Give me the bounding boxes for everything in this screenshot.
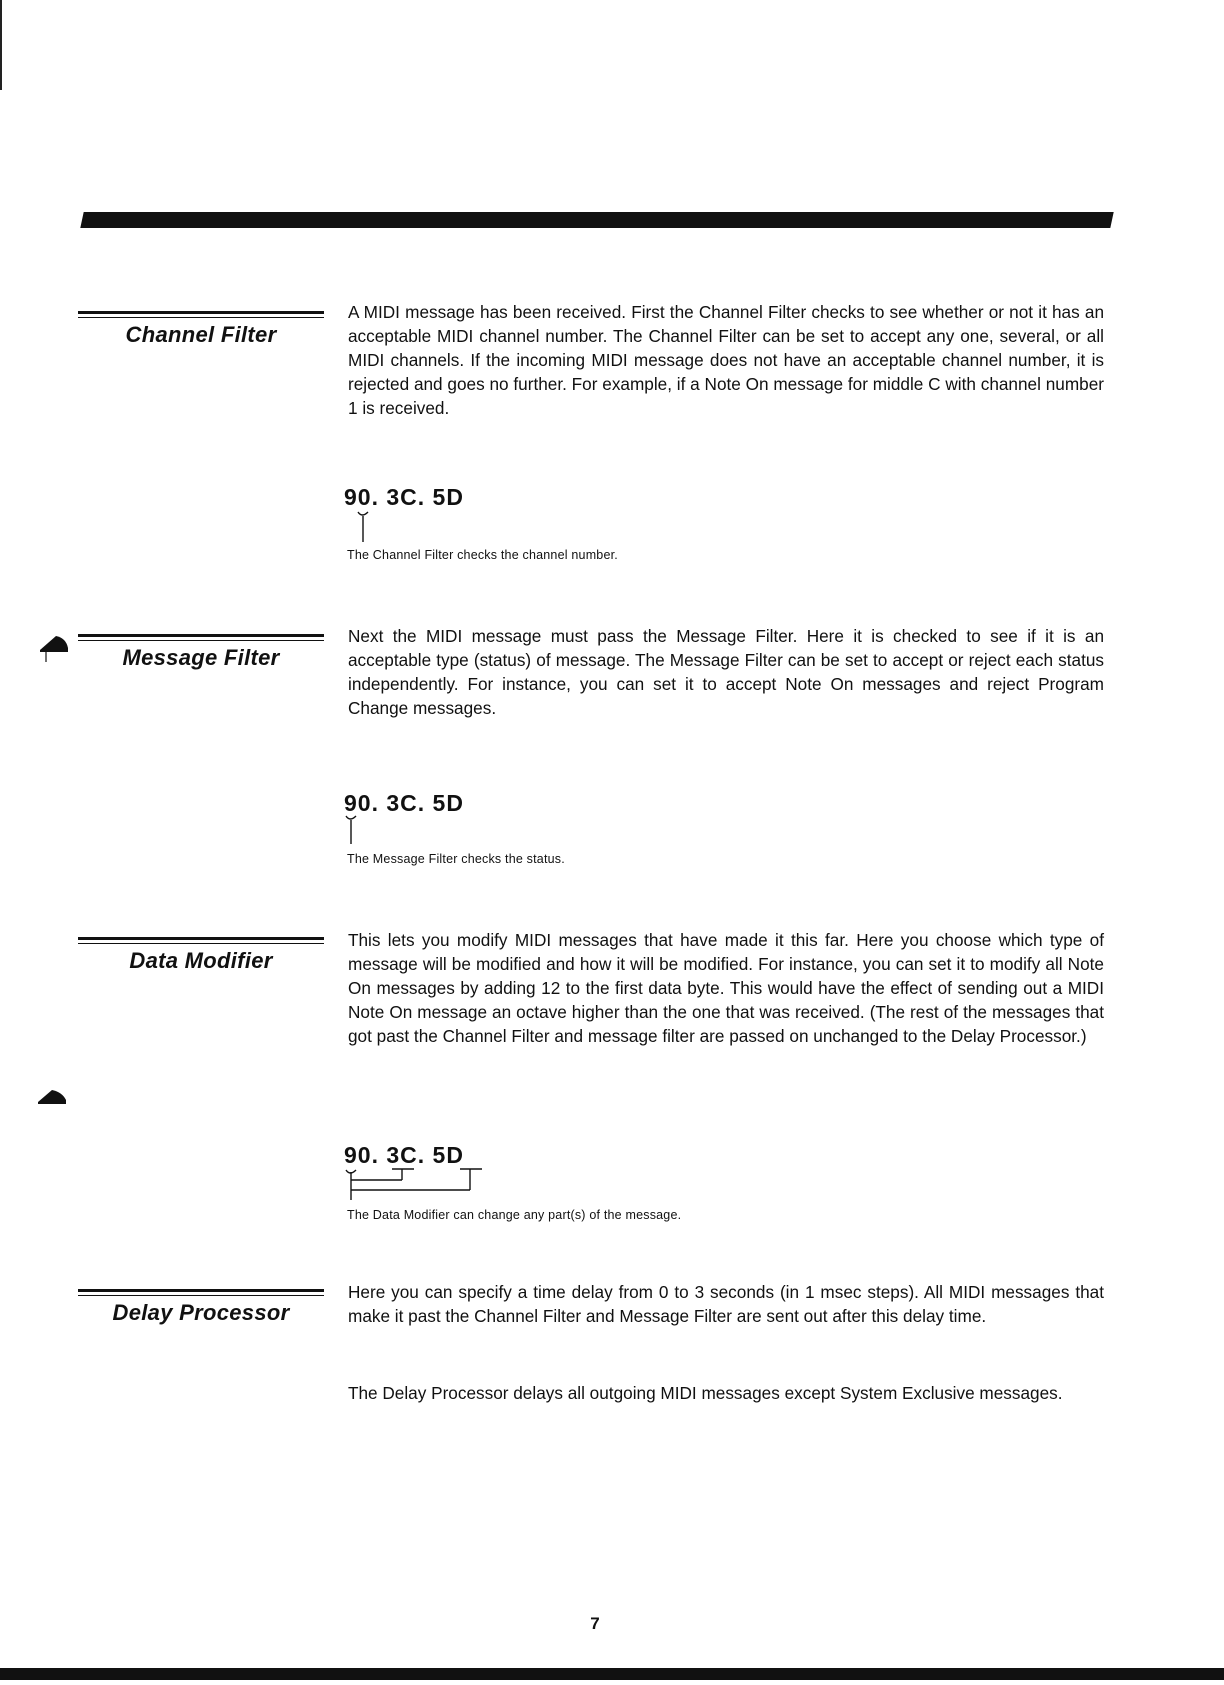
channel-pointer-diagram: [350, 508, 380, 548]
data-modifier-text: This lets you modify MIDI messages that have made it this far. Here you choose which type of message will be modified and how it will be modified. For instance, you can set it to modify all Note On messages by adding 12 to the first data byte. This would have the effect of sending out a MIDI Note On message an octave higher than the one that was received. (The rest of the messages that got past the Channel Filter and message filter are passed on unchanged to the Delay Processor.): [348, 930, 1104, 1046]
data-pointer-diagram: [342, 1166, 492, 1206]
scan-edge-mark: [0, 0, 2, 90]
heading-channel-filter: Channel Filter: [125, 322, 277, 347]
page-number: 7: [590, 1614, 600, 1633]
heading-message-filter: Message Filter: [122, 645, 280, 670]
heading-rule-thin: [78, 640, 324, 641]
channel-filter-text: A MIDI message has been received. First the Channel Filter checks to see whether or not it has an acceptable MIDI channel number. The Channel Filter can be set to accept any one, several, or all MIDI channels. If the incoming MIDI message does not have an acceptable channel number, it is rejected and goes no further. For example, if a Note On message for middle C with channel number 1 is received.: [348, 302, 1104, 418]
heading-rule: [78, 311, 324, 314]
delay-processor-text-2: The Delay Processor delays all outgoing MIDI messages except System Exclusive messages.: [348, 1383, 1063, 1403]
status-pointer-diagram: [342, 812, 372, 852]
heading-rule-thin: [78, 943, 324, 944]
footer-bar: [0, 1668, 1224, 1680]
heading-rule: [78, 937, 324, 940]
message-filter-caption: The Message Filter checks the status.: [347, 852, 565, 866]
data-modifier-example: 90. 3C. 5D: [344, 1142, 464, 1168]
data-modifier-caption: The Data Modifier can change any part(s) of the message.: [347, 1208, 682, 1222]
header-bar: [80, 212, 1113, 228]
delay-processor-text: Here you can specify a time delay from 0 to 3 seconds (in 1 msec steps). All MIDI messages that make it past the Channel Filter and Message Filter are sent out after this delay time.: [348, 1282, 1104, 1326]
message-filter-text: Next the MIDI message must pass the Message Filter. Here it is checked to see if it is an acceptable type (status) of message. The Message Filter can be set to accept or reject each status independently. For instance, you can set it to accept Note On messages and reject Program Change messages.: [348, 626, 1104, 718]
heading-rule-thin: [78, 317, 324, 318]
heading-rule-thin: [78, 1295, 324, 1296]
heading-delay-processor: Delay Processor: [112, 1300, 290, 1325]
channel-filter-example: 90. 3C. 5D: [344, 484, 464, 510]
margin-arrow-icon: [38, 632, 72, 666]
message-filter-example: 90. 3C. 5D: [344, 790, 464, 816]
margin-arrow-icon: [36, 1086, 70, 1112]
heading-rule: [78, 634, 324, 637]
heading-data-modifier: Data Modifier: [129, 948, 273, 973]
channel-filter-caption: The Channel Filter checks the channel number.: [347, 548, 618, 562]
heading-rule: [78, 1289, 324, 1292]
